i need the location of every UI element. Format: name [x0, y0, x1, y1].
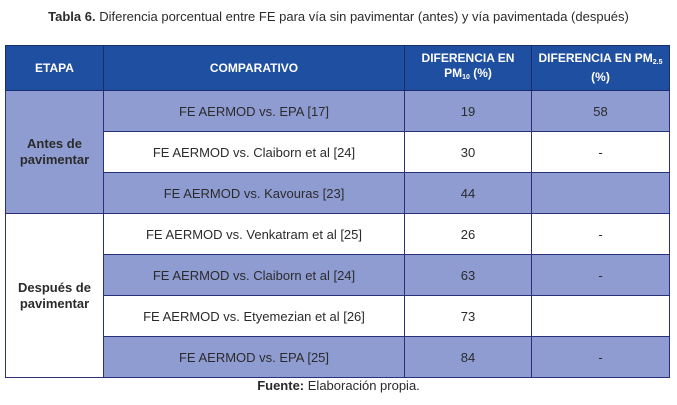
- stage-cell-despues: [6, 214, 104, 378]
- comparativo-cell: FE AERMOD vs. Kavouras [23]: [104, 173, 405, 214]
- pm25-cell: [532, 173, 670, 214]
- source-text: Elaboración propia.: [307, 378, 420, 393]
- header-pm10-prefix: DIFERENCIA EN: [421, 51, 515, 65]
- pm25-cell: 58: [532, 91, 670, 132]
- pm25-cell: -: [532, 255, 670, 296]
- stage-label-line2: pavimentar: [19, 295, 90, 311]
- caption-label: Tabla 6.: [48, 9, 96, 24]
- source-label: Fuente:: [257, 378, 305, 393]
- stage-label-line1: Después de: [18, 279, 91, 295]
- comparativo-cell: FE AERMOD vs. EPA [17]: [104, 91, 405, 132]
- table-row: [6, 214, 670, 255]
- table-row: [6, 132, 670, 173]
- table-caption: [0, 9, 677, 24]
- header-pm10-sub: 10: [462, 74, 470, 81]
- pm25-cell: -: [532, 214, 670, 255]
- pm25-cell: [532, 296, 670, 337]
- header-row: [6, 46, 670, 91]
- pm10-cell: 30: [405, 132, 532, 173]
- stage-label-line1: Antes de: [27, 136, 82, 151]
- stage-cell-antes: [6, 91, 104, 214]
- pm10-cell: 44: [405, 173, 532, 214]
- caption-text: Diferencia porcentual entre FE para vía sin pavimentar (antes) y vía pavimentada (después): [99, 9, 629, 24]
- comparativo-cell: FE AERMOD vs. Claiborn et al [24]: [104, 132, 405, 173]
- pm10-cell: 19: [405, 91, 532, 132]
- comparativo-cell: FE AERMOD vs. Venkatram et al [25]: [104, 214, 405, 255]
- comparativo-cell: FE AERMOD vs. EPA [25]: [104, 337, 405, 378]
- table-row: [6, 337, 670, 378]
- pm25-cell: -: [532, 132, 670, 173]
- header-pm10-suffix: (%): [473, 66, 492, 80]
- header-pm25-suffix: (%): [591, 70, 610, 84]
- header-comparativo: COMPARATIVO: [104, 46, 405, 91]
- table-row: [6, 296, 670, 337]
- header-pm10-main: PM: [444, 66, 463, 80]
- header-etapa: ETAPA: [6, 46, 104, 91]
- table-source: [0, 378, 677, 393]
- pm10-cell: 73: [405, 296, 532, 337]
- pm25-cell: -: [532, 337, 670, 378]
- pm10-cell: 26: [405, 214, 532, 255]
- table-row: [6, 91, 670, 132]
- table-row: [6, 255, 670, 296]
- stage-label-line2: pavimentar: [19, 152, 90, 167]
- header-pm25-sub: 2.5: [652, 59, 663, 66]
- header-pm25-prefix: DIFERENCIA EN PM: [538, 51, 653, 65]
- pm10-cell: 84: [405, 337, 532, 378]
- header-pm10: [405, 46, 532, 91]
- header-pm25: [532, 46, 670, 91]
- comparison-table: [5, 45, 670, 378]
- comparativo-cell: FE AERMOD vs. Claiborn et al [24]: [104, 255, 405, 296]
- pm10-cell: 63: [405, 255, 532, 296]
- comparativo-cell: FE AERMOD vs. Etyemezian et al [26]: [104, 296, 405, 337]
- table-row: [6, 173, 670, 214]
